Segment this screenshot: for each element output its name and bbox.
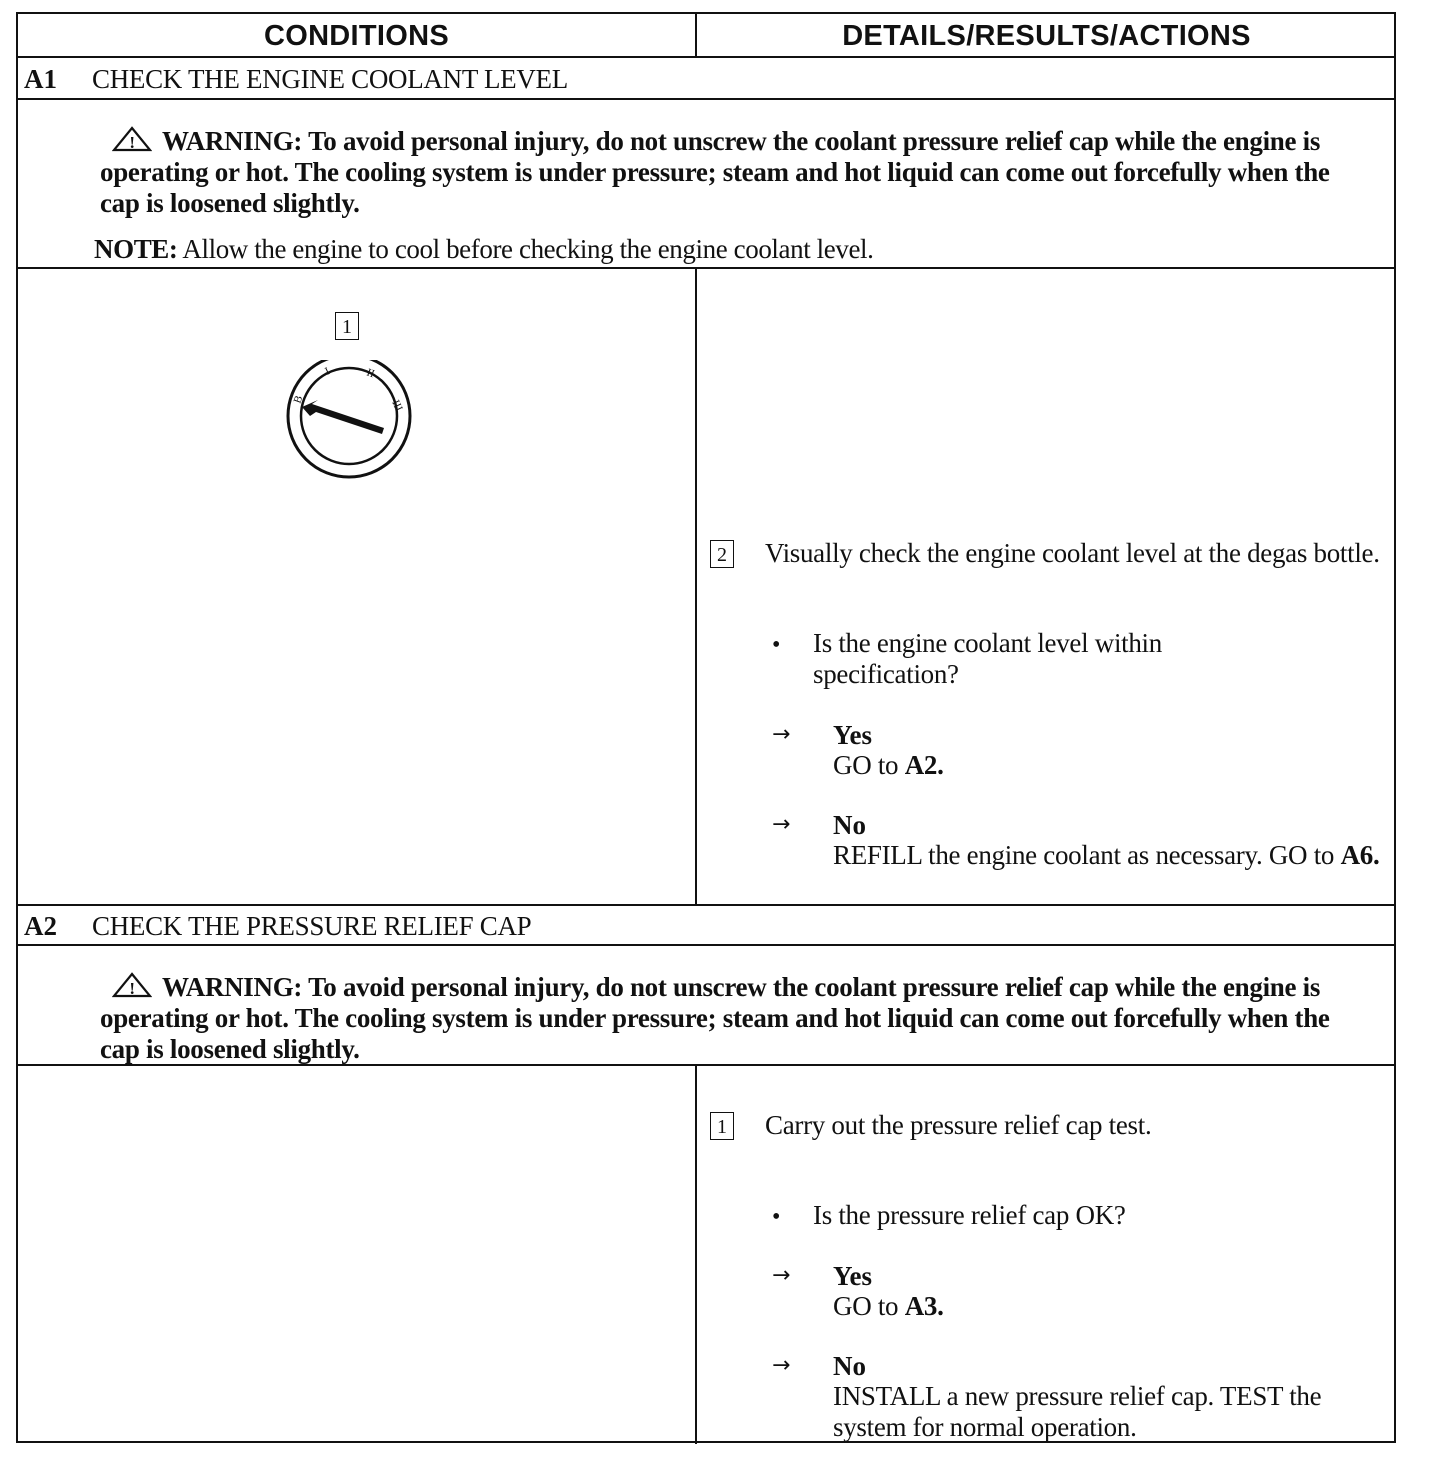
rule	[18, 904, 1394, 906]
yes-label: Yes	[833, 720, 872, 750]
bullet: •	[772, 1204, 781, 1230]
switch-mark: II	[364, 366, 376, 381]
no-text: INSTALL a new pressure relief cap. TEST the system for normal operation.	[833, 1381, 1322, 1442]
yes-text: GO to	[833, 750, 899, 780]
switch-mark: B	[291, 394, 306, 406]
no-text: REFILL the engine coolant as necessary. GO to	[833, 840, 1335, 870]
yes-ref: A3.	[904, 1291, 944, 1321]
svg-text:!: !	[129, 133, 135, 152]
question-text: Is the engine coolant level within specification?	[813, 628, 1162, 689]
step-title: CHECK THE PRESSURE RELIEF CAP	[92, 911, 532, 941]
warning-block	[100, 126, 1350, 219]
yes-result	[833, 750, 944, 781]
switch-mark: III	[389, 398, 405, 414]
note-text: Allow the engine to cool before checking the engine coolant level.	[182, 234, 874, 264]
ignition-switch-figure	[282, 360, 416, 484]
no-result	[833, 840, 1385, 871]
step-id: A2	[24, 911, 57, 941]
yes-label: Yes	[833, 1261, 872, 1291]
details-header: DETAILS/RESULTS/ACTIONS	[842, 20, 1251, 52]
yes-text: GO to	[833, 1291, 899, 1321]
column-divider	[695, 1064, 697, 1444]
warning-text: To avoid personal injury, do not unscrew the coolant pressure relief cap while the engine is operating or hot. The cooling system is under pressure; steam and hot liquid can come out forcefully when the cap is loosened slightly.	[100, 126, 1330, 218]
yes-result	[833, 1291, 944, 1322]
no-label: No	[833, 1351, 866, 1381]
figure-callout: 1	[335, 312, 359, 340]
no-ref: A6.	[1340, 840, 1380, 870]
warning-text: To avoid personal injury, do not unscrew the coolant pressure relief cap while the engine is operating or hot. The cooling system is under pressure; steam and hot liquid can come out forcefully when the cap is loosened slightly.	[100, 972, 1330, 1064]
switch-mark: I	[323, 365, 332, 378]
arrow-icon: →	[772, 1263, 791, 1288]
warning-label: WARNING:	[162, 126, 303, 156]
question-text: Is the pressure relief cap OK?	[813, 1200, 1126, 1230]
conditions-header: CONDITIONS	[263, 20, 450, 52]
arrow-icon: →	[772, 722, 791, 747]
rule	[18, 267, 1394, 269]
rule	[18, 56, 1394, 58]
note	[94, 234, 873, 265]
note-label: NOTE:	[94, 234, 178, 264]
diagnostic-table	[16, 12, 1396, 1443]
yes-ref: A2.	[904, 750, 944, 780]
no-label: No	[833, 810, 866, 840]
action-text: Carry out the pressure relief cap test.	[765, 1110, 1152, 1140]
warning-triangle-icon	[112, 972, 152, 998]
action-number: 1	[710, 1112, 734, 1140]
step-title: CHECK THE ENGINE COOLANT LEVEL	[92, 64, 568, 94]
warning-triangle-icon	[112, 126, 152, 152]
warning-block	[100, 972, 1350, 1065]
svg-text:!: !	[129, 979, 135, 998]
warning-label: WARNING:	[162, 972, 303, 1002]
rule	[18, 944, 1394, 946]
rule	[18, 98, 1394, 100]
action-number: 2	[710, 540, 734, 568]
bullet: •	[772, 632, 781, 658]
step-id: A1	[24, 64, 57, 94]
action-text: Visually check the engine coolant level at the degas bottle.	[765, 538, 1380, 568]
arrow-icon: →	[772, 812, 791, 837]
arrow-icon: →	[772, 1353, 791, 1378]
column-divider	[695, 267, 697, 905]
